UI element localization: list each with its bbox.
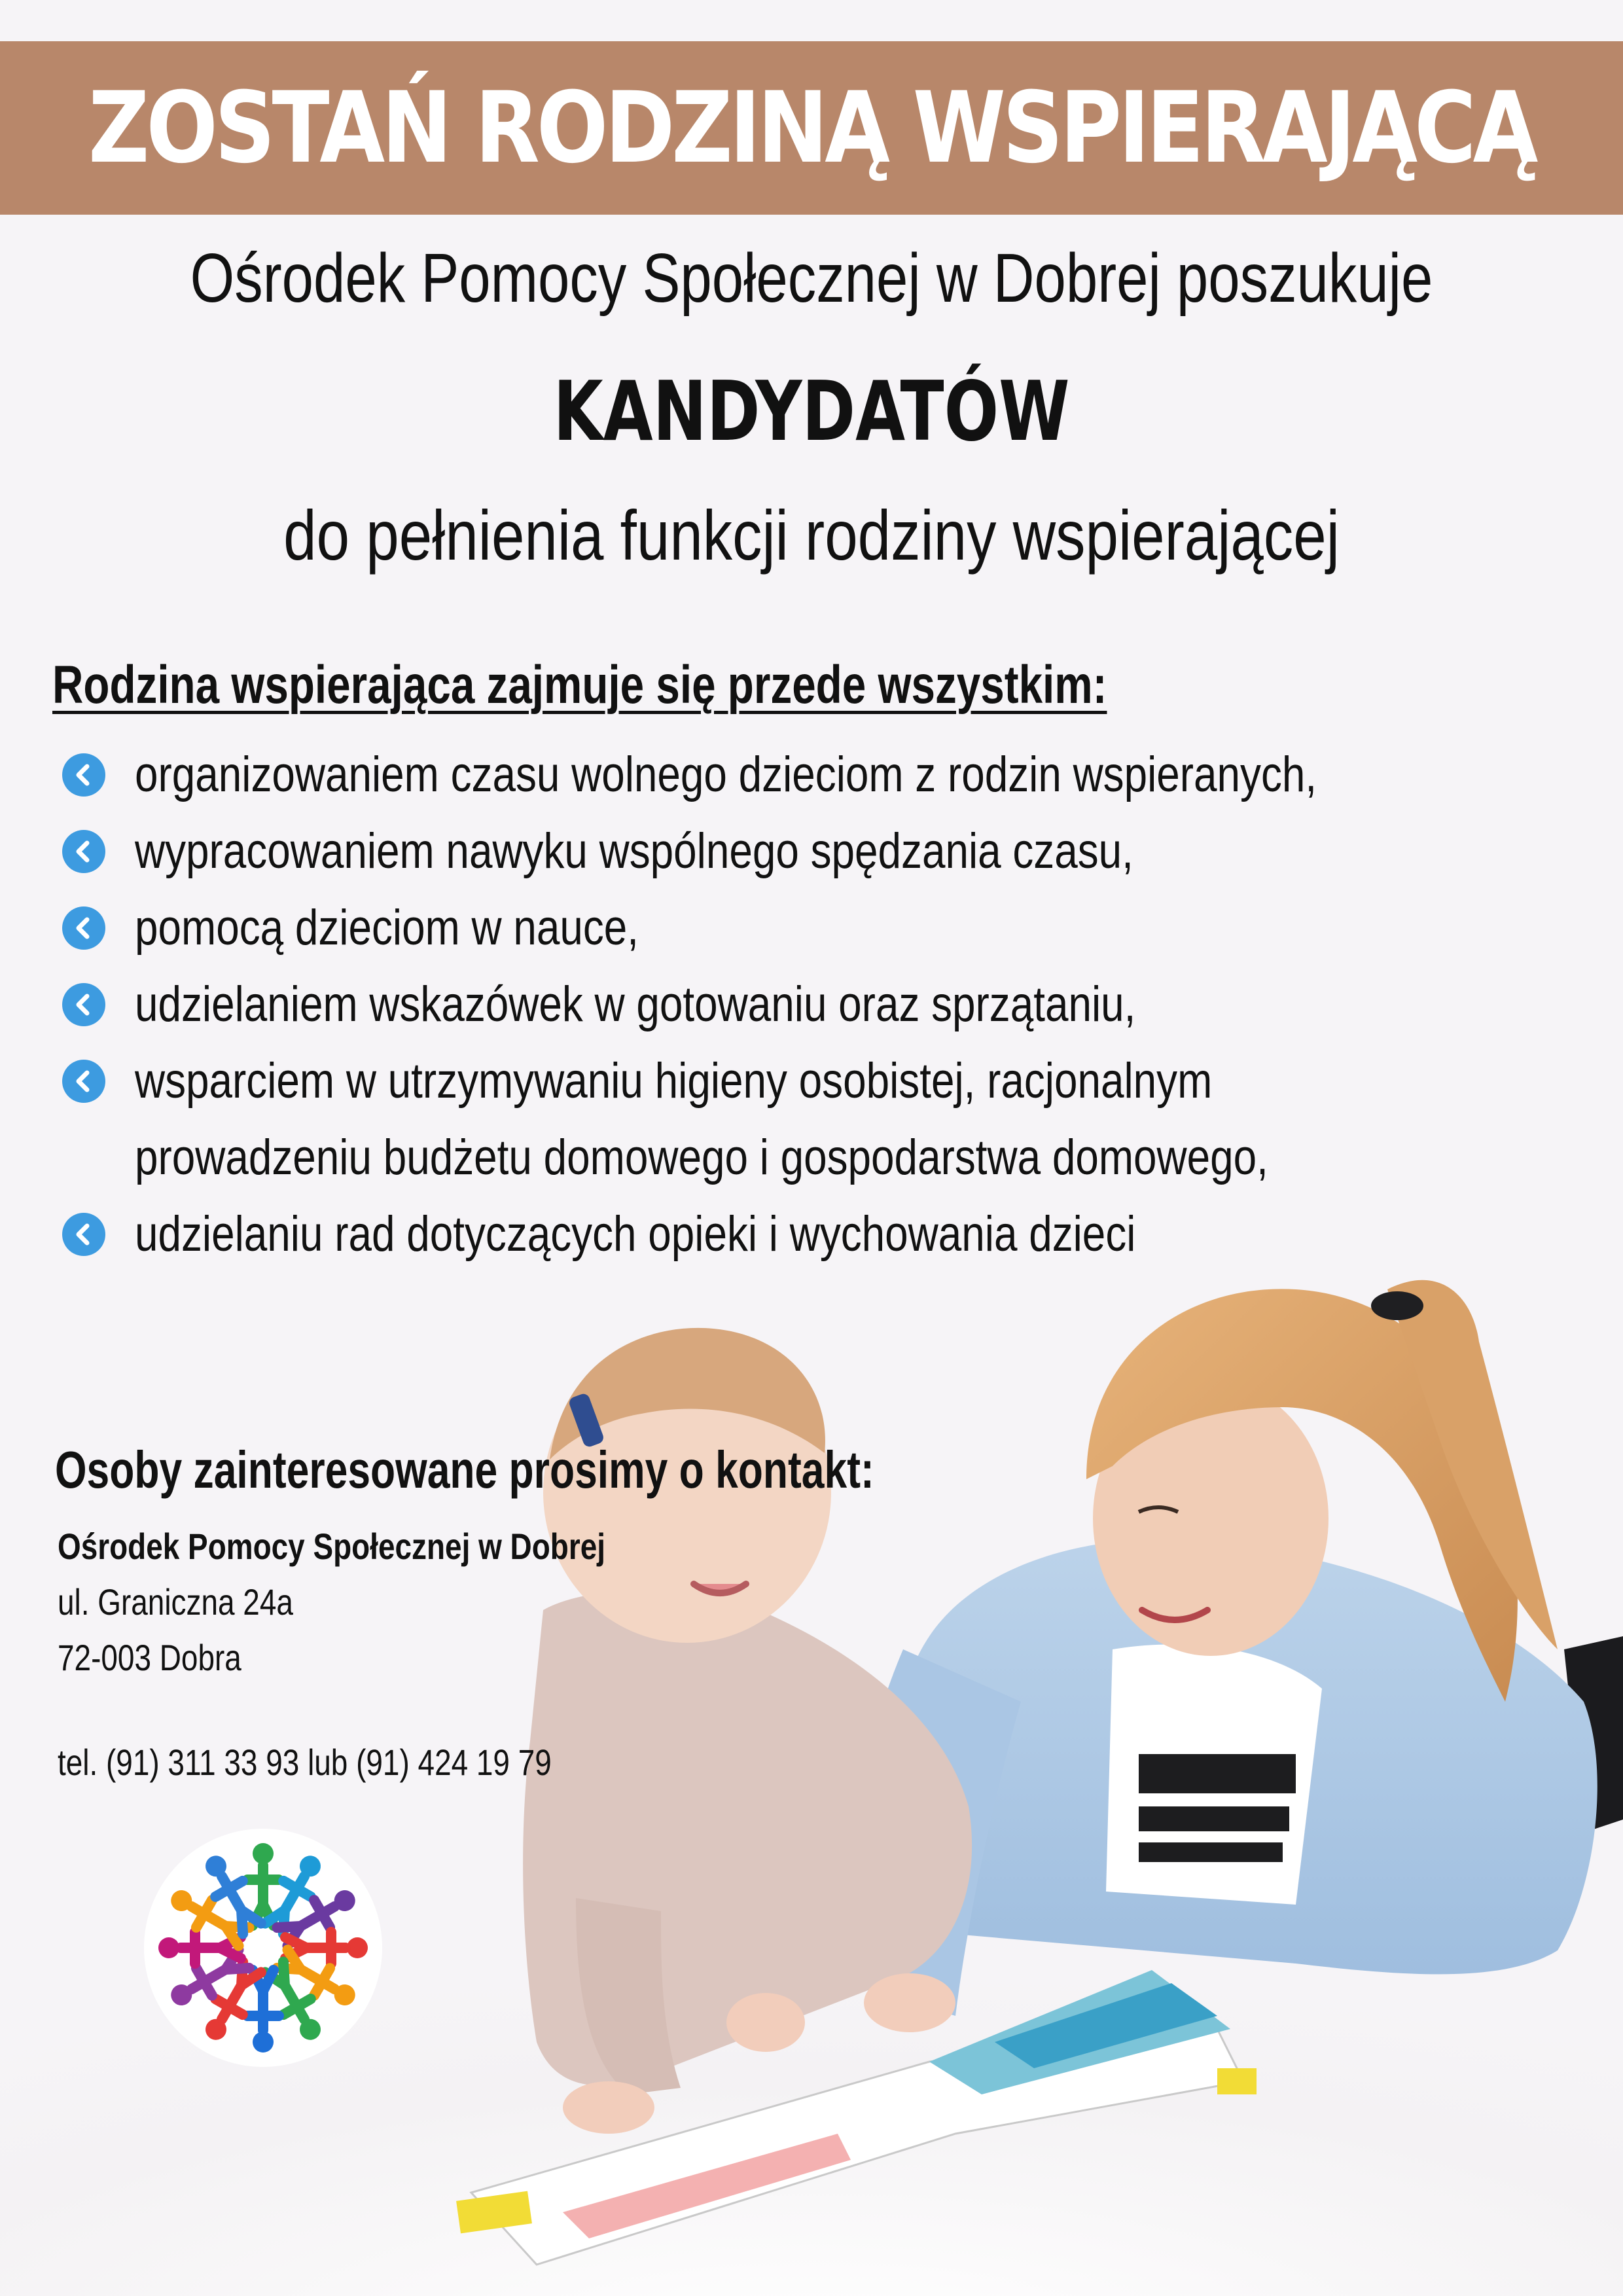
list-item — [62, 966, 1587, 1043]
contact-address: ul. Graniczna 24a — [58, 1581, 293, 1623]
title-banner — [0, 41, 1623, 215]
task-text: wsparciem w utrzymywaniu higieny osobistej, racjonalnym prowadzeniu budżetu domowego i gospodarstwa domowego, — [135, 1053, 1268, 1185]
task-list — [62, 736, 1587, 1272]
task-text: wypracowaniem nawyku wspólnego spędzania czasu, — [135, 823, 1133, 879]
people-circle-logo — [143, 1827, 383, 2068]
tasks-heading: Rodzina wspierająca zajmuje się przede wszystkim: — [52, 655, 1107, 715]
list-item — [62, 813, 1587, 889]
list-item — [62, 889, 1587, 966]
task-text: udzielaniem wskazówek w gotowaniu oraz sprzątaniu, — [135, 977, 1136, 1032]
chevron-left-circle-icon — [62, 983, 105, 1026]
list-item — [62, 1043, 1587, 1196]
task-text: udzielaniu rad dotyczących opieki i wychowania dzieci — [135, 1206, 1136, 1262]
contact-heading: Osoby zainteresowane prosimy o kontakt: — [55, 1441, 874, 1499]
task-text: pomocą dzieciom w nauce, — [135, 900, 639, 956]
intro-line: Ośrodek Pomocy Społecznej w Dobrej poszukuje — [190, 240, 1433, 317]
list-item — [62, 736, 1587, 813]
chevron-left-circle-icon — [62, 1060, 105, 1103]
chevron-left-circle-icon — [62, 906, 105, 950]
chevron-left-circle-icon — [62, 753, 105, 797]
candidates-heading: KANDYDATÓW — [553, 363, 1070, 459]
contact-phone: tel. (91) 311 33 93 lub (91) 424 19 79 — [58, 1742, 552, 1783]
contact-organization: Ośrodek Pomocy Społecznej w Dobrej — [58, 1526, 605, 1567]
contact-city: 72-003 Dobra — [58, 1637, 241, 1678]
function-line: do pełnienia funkcji rodziny wspierającej — [283, 495, 1340, 575]
chevron-left-circle-icon — [62, 830, 105, 873]
task-text: organizowaniem czasu wolnego dzieciom z rodzin wspieranych, — [135, 747, 1317, 802]
page-title: ZOSTAŃ RODZINĄ WSPIERAJĄCĄ — [88, 71, 1535, 185]
